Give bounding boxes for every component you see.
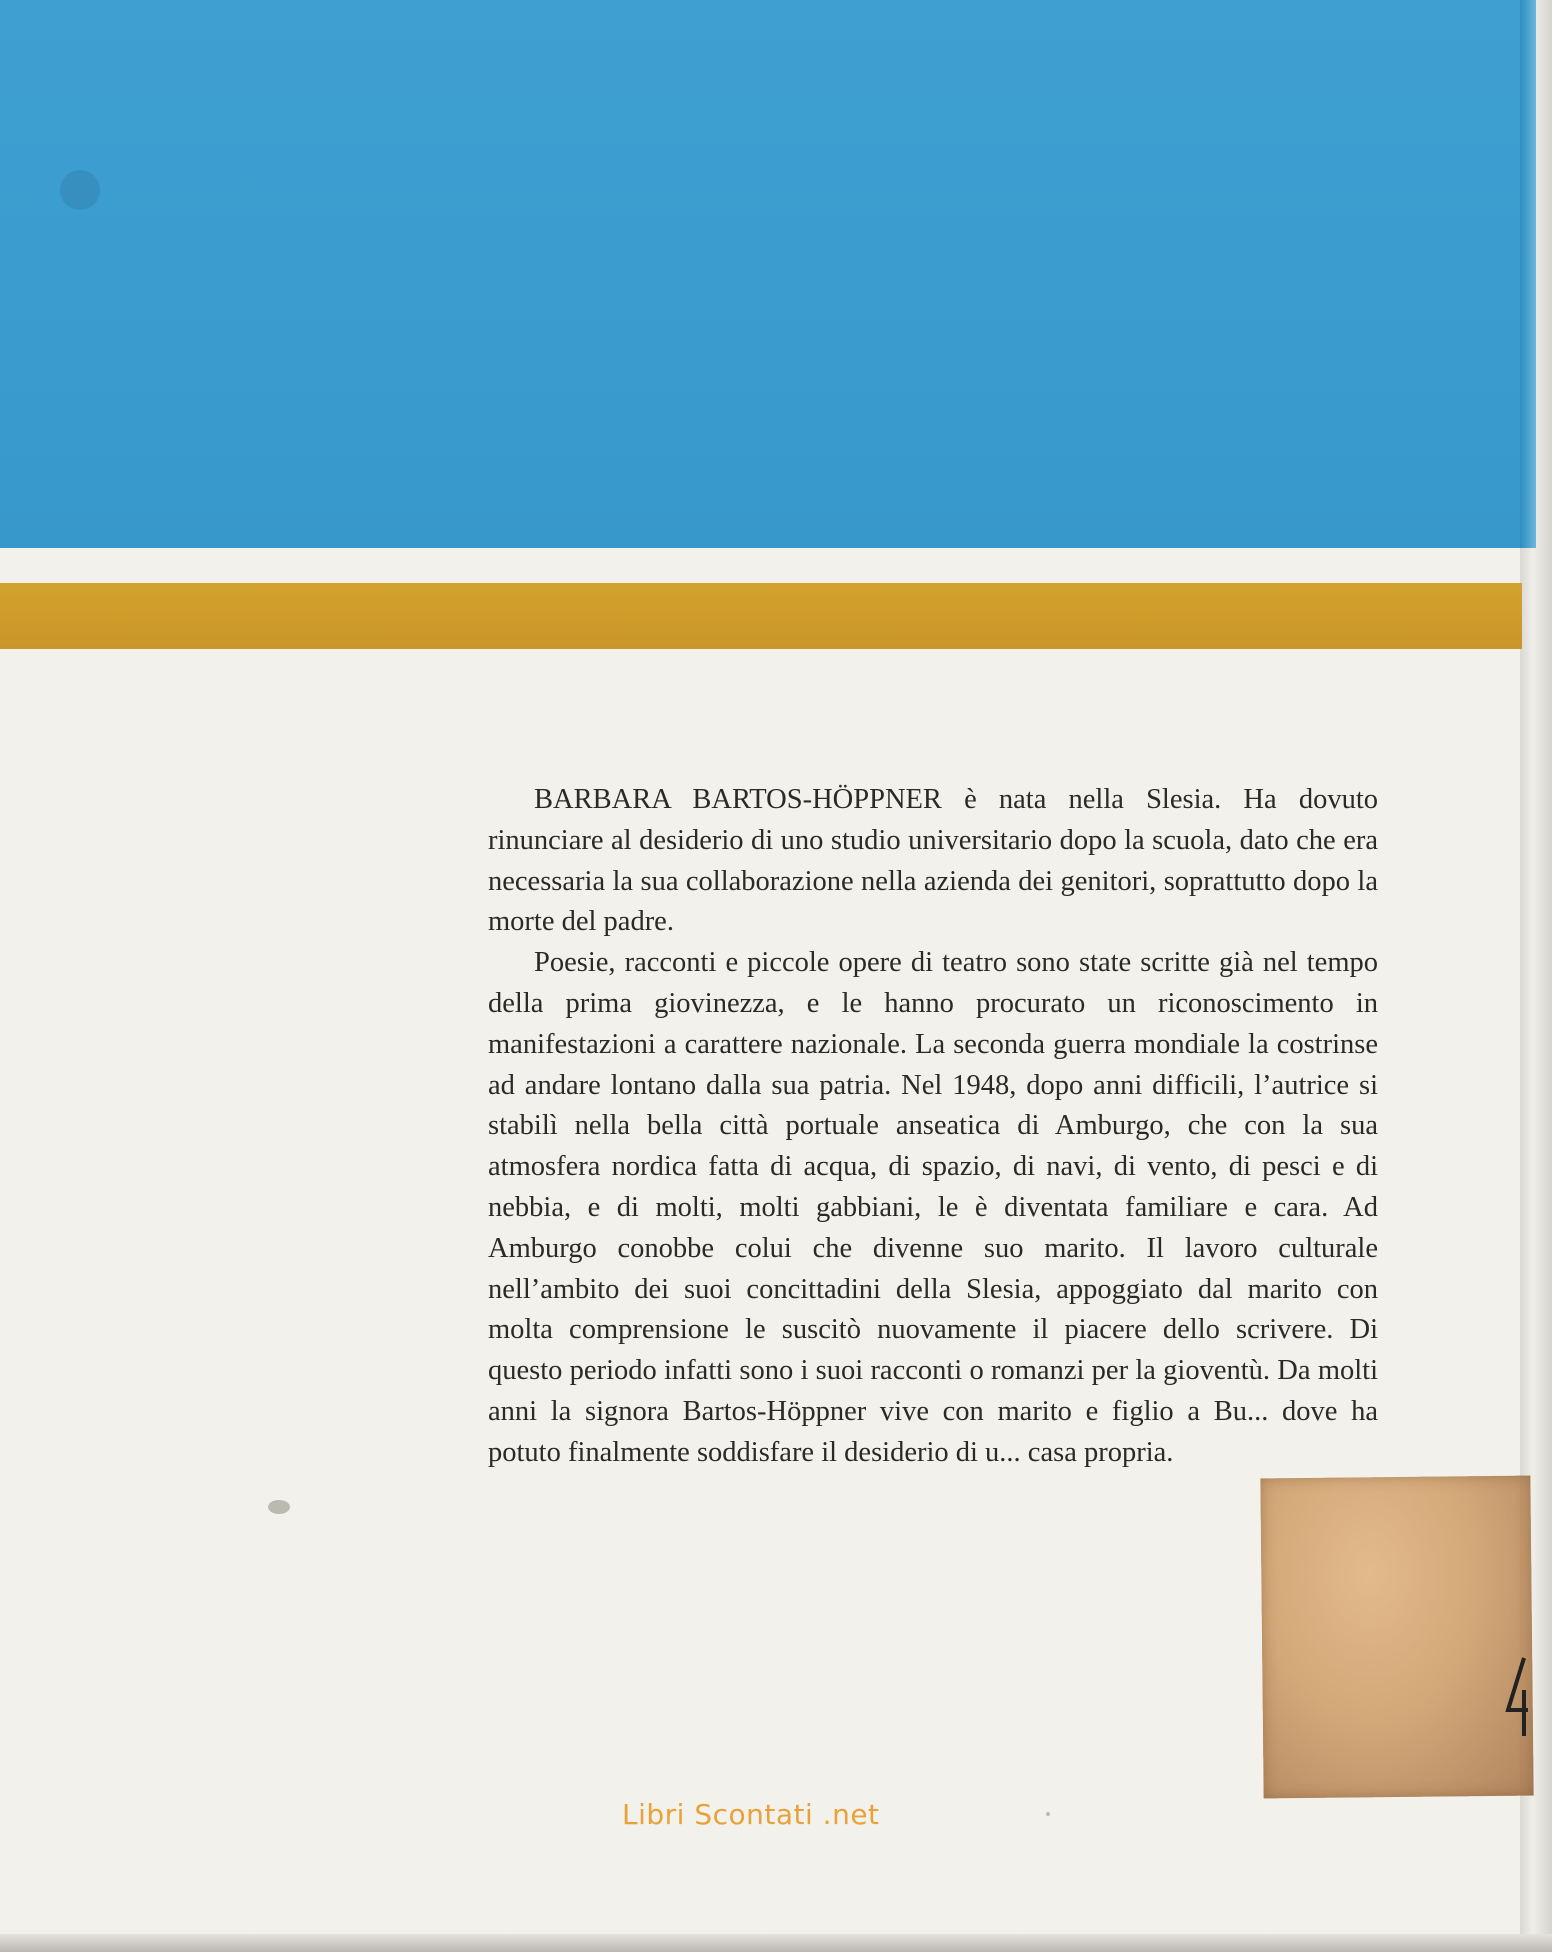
bio-paragraph-1: BARBARA BARTOS-HÖPPNER è nata nella Slesia. Ha dovuto rinunciare al desiderio di uno studio universitario dopo la scuola, dato che era necessaria la sua collaborazione nella azienda dei genitori, soprattutto dopo la morte del padre. <box>488 784 1378 938</box>
gold-stripe <box>0 583 1522 649</box>
blue-top-band <box>0 0 1520 548</box>
handwritten-mark-icon <box>1502 1650 1532 1740</box>
tape-label <box>1260 1476 1533 1799</box>
stain-speck <box>60 170 100 210</box>
author-biography <box>488 780 1378 1474</box>
stain-speck <box>1046 1812 1050 1816</box>
watermark: Libri Scontati .net <box>622 1798 880 1831</box>
cover-right-edge-blue <box>1520 0 1536 548</box>
cover-bottom-edge <box>0 1934 1552 1952</box>
stain-speck <box>268 1500 290 1514</box>
bio-paragraph-2: Poesie, racconti e piccole opere di teatro sono state scritte già nel tempo della prima giovinezza, e le hanno procurato un riconoscimento in manifestazioni a carattere nazionale. La seconda guerra mondiale la costrinse ad andare lontano dalla sua patria. Nel 1948, dopo anni difficili, l’autrice si stabilì nella bella città portuale anseatica di Amburgo, che con la sua atmosfera nordica fatta di acqua, di spazio, di navi, di vento, di pesci e di nebbia, e di molti, molti gabbiani, le è diventata familiare e cara. Ad Amburgo conobbe colui che divenne suo marito. Il lavoro culturale nell’ambito dei suoi concittadini della Slesia, appoggiato dal marito con molta comprensione le suscitò nuovamente il piacere dello scrivere. Di questo periodo infatti sono i suoi racconti o romanzi per la gioventù. Da molti anni la signora Bartos-Höppner vive con marito e figlio a Bu... dove ha potuto finalmente soddisfare il desiderio di u... casa propria. <box>488 947 1378 1468</box>
